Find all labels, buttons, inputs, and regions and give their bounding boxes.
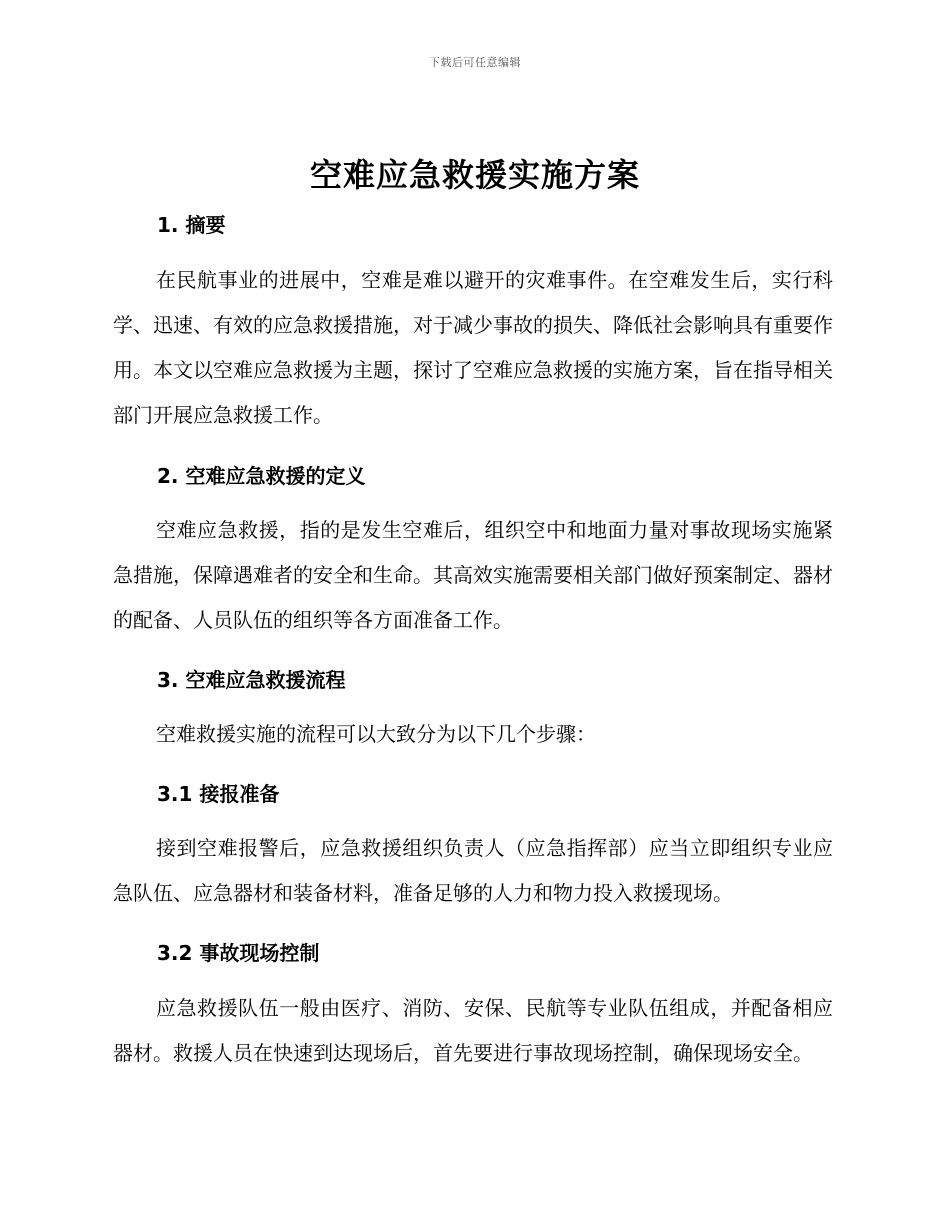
section-paragraph-summary: 在民航事业的进展中，空难是难以避开的灾难事件。在空难发生后，实行科学、迅速、有效的应急救援措施，对于减少事故的损失、降低社会影响具有重要作用。本文以空难应急救援为主题，探讨了空难应急救援的实施方案，旨在指导相关部门开展应急救援工作。 xyxy=(113,268,833,427)
section-heading-summary: 1. 摘要 xyxy=(157,213,226,237)
section-paragraph-process: 空难救援实施的流程可以大致分为以下几个步骤： xyxy=(156,722,596,746)
section-heading-scene-control: 3.2 事故现场控制 xyxy=(157,941,320,965)
header-note: 下载后可任意编辑 xyxy=(429,56,521,69)
document-title: 空难应急救援实施方案 xyxy=(309,156,640,194)
section-paragraph-report-prep: 接到空难报警后，应急救援组织负责人（应急指挥部）应当立即组织专业应急队伍、应急器材和装备材料，准备足够的人力和物力投入救援现场。 xyxy=(113,836,833,905)
section-paragraph-definition: 空难应急救援，指的是发生空难后，组织空中和地面力量对事故现场实施紧急措施，保障遇难者的安全和生命。其高效实施需要相关部门做好预案制定、器材的配备、人员队伍的组织等各方面准备工作。 xyxy=(113,518,833,632)
section-heading-process: 3. 空难应急救援流程 xyxy=(157,668,346,692)
section-heading-definition: 2. 空难应急救援的定义 xyxy=(157,464,366,488)
section-paragraph-scene-control: 应急救援队伍一般由医疗、消防、安保、民航等专业队伍组成，并配备相应器材。救援人员在快速到达现场后，首先要进行事故现场控制，确保现场安全。 xyxy=(113,996,833,1065)
section-heading-report-prep: 3.1 接报准备 xyxy=(157,782,280,806)
